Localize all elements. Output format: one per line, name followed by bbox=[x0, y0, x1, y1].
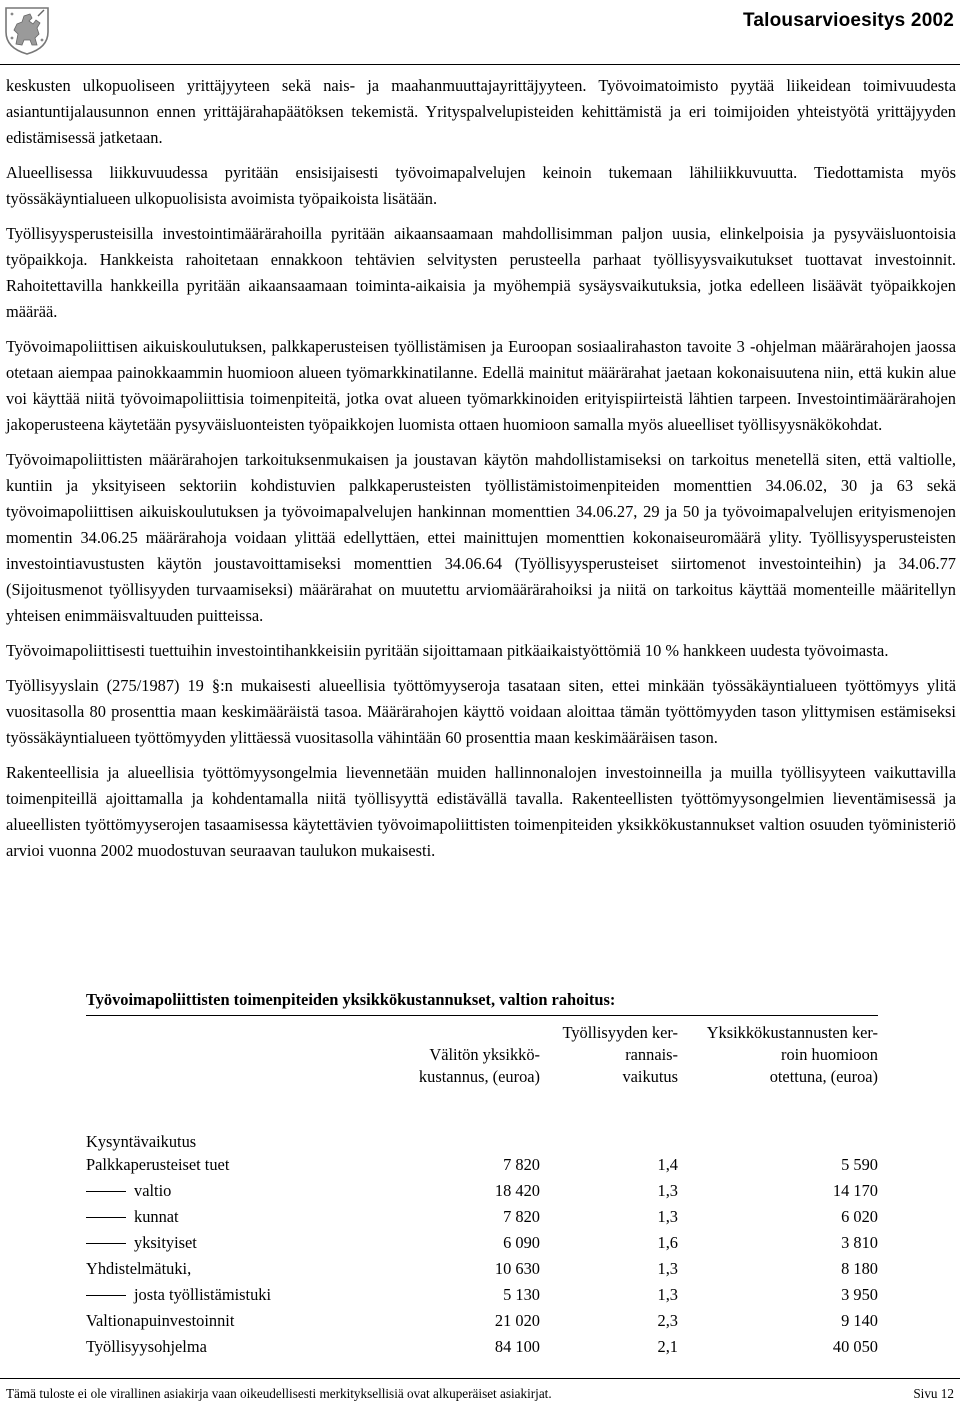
paragraph: Rakenteellisia ja alueellisia työttömyysongelmia lievennetään muiden hallinnonalojen investoinneilla ja muilla työllisyyteen vaikuttavilla toimenpiteillä ajoittamalla ja kohdentamalla niitä työllisyyttä edistävällä tavalla. Rakenteellisten työttömyysongelmien lieventämisessä ja alueellisten työttömyyserojen tasaamisessa käytettävien työvoimapoliittisten toimenpiteiden yksikkökustannukset valtion osuuden työministeriö arvioi vuonna 2002 muodostuvan seuraavan taulukon mukaisesti. bbox=[6, 763, 956, 860]
total-cost-cell: 3 810 bbox=[841, 1233, 878, 1252]
paragraph: Alueellisessa liikkuvuudessa pyritään ensisijaisesti työvoimapalvelujen keinoin tukemaan lähiliikkuvuutta. Tiedottamista myös työssäkäyntialueen ulkopuolisista avoimista työpaikoista lisätään. bbox=[6, 163, 956, 208]
multiplier-cell: 2,1 bbox=[657, 1337, 678, 1356]
table-row bbox=[86, 1152, 878, 1178]
total-cost-cell: 5 590 bbox=[841, 1155, 878, 1174]
header-line: roin huomioon bbox=[781, 1045, 878, 1064]
row-label: kunnat bbox=[134, 1207, 179, 1226]
header-line: vaikutus bbox=[622, 1067, 678, 1086]
row-label-cell bbox=[86, 1334, 386, 1360]
direct-cost-cell: 10 630 bbox=[494, 1259, 540, 1278]
table-header-row bbox=[86, 1016, 878, 1088]
lion-coat-of-arms-icon bbox=[2, 4, 52, 56]
section-label: Kysyntävaikutus bbox=[86, 1132, 197, 1151]
multiplier-cell: 1,3 bbox=[657, 1207, 678, 1226]
direct-cost-cell: 18 420 bbox=[494, 1181, 540, 1200]
row-label: Palkkaperusteiset tuet bbox=[86, 1155, 230, 1174]
footer-rule bbox=[0, 1378, 960, 1379]
row-label-cell bbox=[86, 1152, 386, 1178]
header-line: kustannus, (euroa) bbox=[418, 1067, 540, 1086]
column-header-label bbox=[86, 1016, 386, 1088]
header-rule bbox=[0, 64, 960, 65]
multiplier-cell: 2,3 bbox=[657, 1311, 678, 1330]
table-row bbox=[86, 1256, 878, 1282]
direct-cost-cell: 21 020 bbox=[494, 1311, 540, 1330]
sub-item-dash bbox=[86, 1191, 126, 1192]
total-cost-cell: 8 180 bbox=[841, 1259, 878, 1278]
row-label: Valtionapuinvestoinnit bbox=[86, 1311, 235, 1330]
sub-item-dash bbox=[86, 1217, 126, 1218]
table-row bbox=[86, 1308, 878, 1334]
paragraph: keskusten ulkopuoliseen yrittäjyyteen sekä nais- ja maahanmuuttajayrittäjyyteen. Työvoimatoimisto pyytää liikeidean toimivuudesta asiantuntijalausunnon ennen yrittäjärahapäätöksen tekemistä. Yrityspalvelupisteiden kehittämistä ja eri toimijoiden yhteistyötä yrittäjyyden edistämisessä jatketaan. bbox=[6, 76, 956, 147]
table-section-row bbox=[86, 1126, 878, 1152]
page-number: Sivu 12 bbox=[913, 1386, 954, 1401]
multiplier-cell: 1,3 bbox=[657, 1181, 678, 1200]
unit-cost-table bbox=[86, 1016, 878, 1360]
row-label: Työllisyysohjelma bbox=[86, 1337, 207, 1356]
running-title: Talousarvioesitys 2002 bbox=[742, 10, 954, 31]
total-cost-cell: 14 170 bbox=[832, 1181, 878, 1200]
row-label-cell bbox=[86, 1230, 386, 1256]
header-line: Yksikkökustannusten ker- bbox=[706, 1023, 878, 1042]
row-label-cell bbox=[86, 1256, 386, 1282]
row-label-cell bbox=[86, 1178, 386, 1204]
total-cost-cell: 9 140 bbox=[841, 1311, 878, 1330]
paragraph: Työvoimapoliittisesti tuettuihin investointihankkeisiin pyritään sijoittamaan pitkäaikaistyöttömiä 10 % hankkeen uudesta työvoimasta. bbox=[6, 641, 889, 660]
table-row bbox=[86, 1230, 878, 1256]
table-row bbox=[86, 1204, 878, 1230]
total-cost-cell: 6 020 bbox=[841, 1207, 878, 1226]
direct-cost-cell: 7 820 bbox=[503, 1155, 540, 1174]
table-row bbox=[86, 1178, 878, 1204]
direct-cost-cell: 84 100 bbox=[494, 1337, 540, 1356]
paragraph: Työllisyysperusteisilla investointimäärärahoilla pyritään aikaansaamaan mahdollisimman paljon uusia, elinkelpoisia ja pysyväisluontoisia työpaikkoja. Hankkeista rahoitetaan ennakkoon tehtävien selvitysten perusteella parhaat työllisyysvaikutukset tuottavat investoinnit. Rahoitettavilla hankkeilla pyritään aikaansaamaan toiminta-aikaisia ja myöhempiä sysäysvaikutuksia, jotka edelleen lisäävät työpaikkojen määrää. bbox=[6, 224, 956, 321]
body-text bbox=[6, 73, 956, 873]
header-line: otettuna, (euroa) bbox=[769, 1067, 878, 1086]
multiplier-cell: 1,6 bbox=[657, 1233, 678, 1252]
header-line bbox=[386, 1022, 540, 1044]
total-cost-cell: 40 050 bbox=[832, 1337, 878, 1356]
sub-item-dash bbox=[86, 1295, 126, 1296]
sub-item-dash bbox=[86, 1243, 126, 1244]
paragraph: Työvoimapoliittisten määrärahojen tarkoituksenmukaisen ja joustavan käytön mahdollistamiseksi on tarkoitus menetellä siten, että valtiolle, kuntiin ja yksityiseen sektoriin kohdistuvien palkkaperusteisten työllistämistoimenpiteiden momenttien 34.06.02, 30 ja 63 sekä työvoimapoliittisen aikuiskoulutuksen ja työvoimapalvelujen hankinnan momenttien 34.06.27, 29 ja 50 ja työvoimapalvelujen erityismenojen momentin 34.06.25 määrärahoja voidaan ylittää edellyttäen, ettei mainittujen momenttien kokonaiseuromäärä ylity. Työllisyysperusteisten investointiavustusten käytön joustavoittamiseksi momenttien 34.06.64 (Työllisyysperusteiset siirtomenot investointeihin) ja 34.06.77 (Sijoitusmenot työllisyyden turvaamiseksi) määrärahat on muutettu arviomäärärahoiksi ja niitä on tarkoitus käyttää momenteille määritellyn yhteisen enimmäisvaltuuden puitteissa. bbox=[6, 450, 956, 625]
direct-cost-cell: 6 090 bbox=[503, 1233, 540, 1252]
row-label: yksityiset bbox=[134, 1233, 197, 1252]
column-header-total-cost bbox=[678, 1016, 878, 1088]
column-header-multiplier bbox=[540, 1016, 678, 1088]
header-line: rannais- bbox=[625, 1045, 678, 1064]
row-label: josta työllistämistuki bbox=[134, 1285, 272, 1304]
row-label: valtio bbox=[134, 1181, 172, 1200]
multiplier-cell: 1,3 bbox=[657, 1259, 678, 1278]
header-line: Työllisyyden ker- bbox=[562, 1023, 678, 1042]
table-row bbox=[86, 1334, 878, 1360]
paragraph: Työllisyyslain (275/1987) 19 §:n mukaisesti alueellisia työttömyyseroja tasataan siten, ettei minkään työssäkäyntialueen työttömyys ylitä vuositasolla 80 prosenttia maan keskimääräistä tasoa. Määrärahojen käyttö voidaan aloittaa tämän työttömyyden tason ylittymisen estämiseksi työssäkäyntialueen työttömyyden ylittäessä vuositasolla vähintään 60 prosenttia maan keskimääräisen tason. bbox=[6, 676, 956, 747]
paragraph: Työvoimapoliittisen aikuiskoulutuksen, palkkaperusteisen työllistämisen ja Euroopan sosiaalirahaston tavoite 3 -ohjelman määrärahojen jaossa otetaan aiempaa painokkaammin huomioon alueen työmarkkinatilanne. Edellä mainitut määrärahat jaetaan kokonaisuutena niin, että kukin alue voi käyttää niitä työvoimapoliittisia toimenpiteitä, jotka ovat alueen työmarkkinoiden erityispiirteistä lähtien tarpeen. Investointimäärärahojen jakoperusteena käytetään pysyväisluonteisten työpaikkojen luomista ottaen huomioon samalla myös alueelliset työllisyysnäkökohdat. bbox=[6, 337, 956, 434]
multiplier-cell: 1,4 bbox=[657, 1155, 678, 1174]
table-row bbox=[86, 1282, 878, 1308]
table-title: Työvoimapoliittisten toimenpiteiden yksikkökustannukset, valtion rahoitus: bbox=[86, 990, 616, 1009]
direct-cost-cell: 7 820 bbox=[503, 1207, 540, 1226]
multiplier-cell: 1,3 bbox=[657, 1285, 678, 1304]
unit-cost-table-section bbox=[86, 990, 878, 1360]
table-body bbox=[86, 1152, 878, 1360]
footer-disclaimer: Tämä tuloste ei ole virallinen asiakirja vaan oikeudellisesti merkityksellisiä ovat alkuperäiset asiakirjat. bbox=[6, 1386, 552, 1401]
row-label-cell bbox=[86, 1282, 386, 1308]
total-cost-cell: 3 950 bbox=[841, 1285, 878, 1304]
direct-cost-cell: 5 130 bbox=[503, 1285, 540, 1304]
row-label: Yhdistelmätuki, bbox=[86, 1259, 192, 1278]
column-header-direct-cost bbox=[386, 1016, 540, 1088]
row-label-cell bbox=[86, 1204, 386, 1230]
row-label-cell bbox=[86, 1308, 386, 1334]
header-line: Välitön yksikkö- bbox=[429, 1045, 540, 1064]
